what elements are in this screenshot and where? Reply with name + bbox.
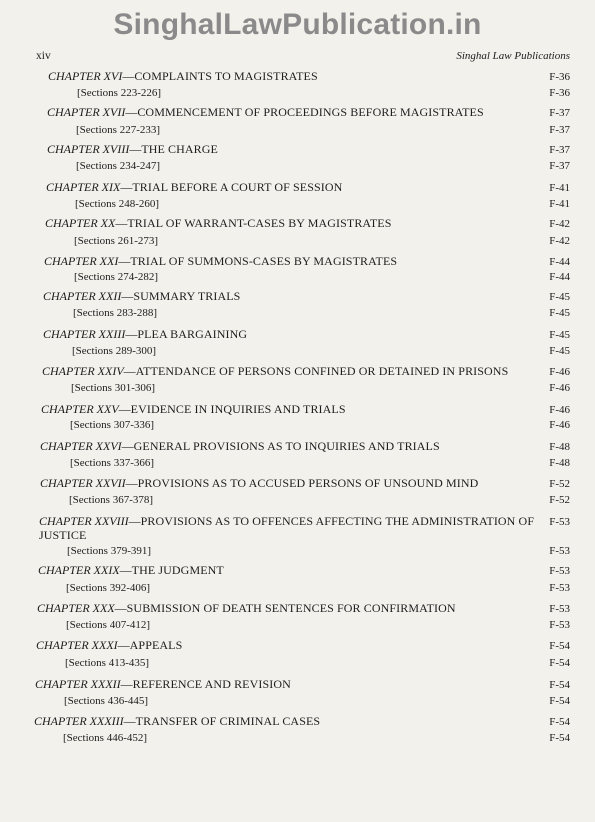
page-reference: F-41 — [549, 198, 570, 210]
sections-range: [Sections 274-282] — [74, 271, 159, 283]
chapter-title — [46, 180, 342, 194]
chapter-label: CHAPTER XXIV — [42, 364, 124, 378]
sections-range: [Sections 436-445] — [64, 695, 149, 707]
chapter-title — [39, 514, 539, 542]
sections-range: [Sections 407-412] — [66, 619, 151, 631]
dash-separator: — — [129, 142, 142, 156]
chapter-title — [47, 105, 484, 119]
chapter-title — [36, 638, 182, 652]
sections-range: [Sections 301-306] — [71, 382, 156, 394]
page-reference: F-45 — [549, 345, 570, 357]
page-reference: F-37 — [549, 144, 570, 156]
dash-separator: — — [120, 677, 133, 691]
chapter-title — [48, 69, 318, 83]
chapter-title — [47, 142, 218, 156]
dash-separator: — — [115, 216, 128, 230]
chapter-label: CHAPTER XVIII — [47, 142, 130, 156]
chapter-label: CHAPTER XXVII — [40, 476, 126, 490]
chapter-title — [35, 677, 291, 691]
chapter-name: PLEA BARGAINING — [137, 327, 248, 341]
chapter-label: CHAPTER XX — [45, 216, 116, 230]
page-reference: F-46 — [549, 419, 570, 431]
page-reference: F-45 — [549, 307, 570, 319]
dash-separator: — — [123, 364, 136, 378]
chapter-label: CHAPTER XXII — [43, 289, 122, 303]
page-reference: F-48 — [549, 441, 570, 453]
chapter-title — [43, 289, 240, 303]
chapter-label: CHAPTER XXI — [44, 254, 119, 268]
dash-separator: — — [121, 439, 134, 453]
dash-separator: — — [125, 327, 138, 341]
dash-separator: — — [122, 69, 135, 83]
page-reference: F-52 — [549, 494, 570, 506]
page-reference: F-53 — [549, 619, 570, 631]
dash-separator: — — [128, 514, 141, 528]
page-reference: F-53 — [549, 565, 570, 577]
chapter-name: GENERAL PROVISIONS AS TO INQUIRIES AND TRIALS — [133, 439, 440, 453]
sections-range: [Sections 307-336] — [70, 419, 155, 431]
chapter-label: CHAPTER XVII — [47, 105, 126, 119]
dash-separator: — — [120, 180, 133, 194]
chapter-name: SUMMARY TRIALS — [133, 289, 241, 303]
chapter-label: CHAPTER XXVIII — [39, 514, 129, 528]
page-reference: F-53 — [549, 582, 570, 594]
page-reference: F-54 — [549, 679, 570, 691]
page-reference: F-46 — [549, 382, 570, 394]
dash-separator: — — [125, 105, 138, 119]
publisher-name: Singhal Law Publications — [456, 50, 570, 62]
chapter-name: THE JUDGMENT — [131, 563, 224, 577]
sections-range: [Sections 227-233] — [76, 124, 161, 136]
chapter-label: CHAPTER XXIII — [43, 327, 126, 341]
dash-separator: — — [118, 402, 131, 416]
page-reference: F-53 — [549, 516, 570, 528]
page-reference: F-46 — [549, 366, 570, 378]
chapter-name: THE CHARGE — [141, 142, 218, 156]
chapter-label: CHAPTER XXX — [37, 601, 115, 615]
sections-range: [Sections 223-226] — [77, 87, 162, 99]
page-reference: F-37 — [549, 107, 570, 119]
dash-separator: — — [119, 563, 132, 577]
chapter-name: PROVISIONS AS TO OFFENCES AFFECTING THE ADMINISTRATION OF JUSTICE — [39, 514, 535, 542]
chapter-title — [37, 601, 456, 615]
page-reference: F-48 — [549, 457, 570, 469]
chapter-title — [44, 254, 397, 268]
dash-separator: — — [117, 638, 130, 652]
page-reference: F-54 — [549, 732, 570, 744]
chapter-name: TRIAL OF WARRANT-CASES BY MAGISTRATES — [127, 216, 392, 230]
page-reference: F-36 — [549, 71, 570, 83]
chapter-name: PROVISIONS AS TO ACCUSED PERSONS OF UNSOUND MIND — [137, 476, 479, 490]
page-reference: F-54 — [549, 657, 570, 669]
chapter-name: SUBMISSION OF DEATH SENTENCES FOR CONFIRMATION — [126, 601, 456, 615]
chapter-title — [43, 327, 247, 341]
chapter-name: REFERENCE AND REVISION — [132, 677, 291, 691]
chapter-label: CHAPTER XXXIII — [34, 714, 124, 728]
sections-range: [Sections 248-260] — [75, 198, 160, 210]
sections-range: [Sections 261-273] — [74, 235, 159, 247]
dash-separator: — — [125, 476, 138, 490]
page-reference: F-36 — [549, 87, 570, 99]
page-reference: F-52 — [549, 478, 570, 490]
page-reference: F-45 — [549, 329, 570, 341]
chapter-name: COMMENCEMENT OF PROCEEDINGS BEFORE MAGISTRATES — [137, 105, 484, 119]
chapter-title — [40, 476, 478, 490]
page-reference: F-54 — [549, 716, 570, 728]
chapter-title — [38, 563, 224, 577]
chapter-name: TRIAL BEFORE A COURT OF SESSION — [132, 180, 343, 194]
chapter-label: CHAPTER XVI — [48, 69, 123, 83]
chapter-title — [34, 714, 320, 728]
chapter-label: CHAPTER XIX — [46, 180, 121, 194]
chapter-title — [41, 402, 346, 416]
page-number: xiv — [36, 50, 51, 62]
chapter-label: CHAPTER XXVI — [40, 439, 122, 453]
chapter-label: CHAPTER XXXII — [35, 677, 121, 691]
page-reference: F-44 — [549, 271, 570, 283]
chapter-name: EVIDENCE IN INQUIRIES AND TRIALS — [130, 402, 346, 416]
sections-range: [Sections 446-452] — [63, 732, 148, 744]
sections-range: [Sections 337-366] — [70, 457, 155, 469]
sections-range: [Sections 289-300] — [72, 345, 157, 357]
sections-range: [Sections 367-378] — [69, 494, 154, 506]
chapter-name: ATTENDANCE OF PERSONS CONFINED OR DETAINED IN PRISONS — [135, 364, 509, 378]
sections-range: [Sections 392-406] — [66, 582, 151, 594]
page-reference: F-42 — [549, 235, 570, 247]
page-reference: F-53 — [549, 545, 570, 557]
chapter-title — [42, 364, 508, 378]
page-reference: F-46 — [549, 404, 570, 416]
chapter-name: APPEALS — [129, 638, 183, 652]
page-reference: F-41 — [549, 182, 570, 194]
page-reference: F-53 — [549, 603, 570, 615]
dash-separator: — — [114, 601, 127, 615]
page-reference: F-37 — [549, 124, 570, 136]
sections-range: [Sections 234-247] — [76, 160, 161, 172]
sections-range: [Sections 413-435] — [65, 657, 150, 669]
page-reference: F-54 — [549, 640, 570, 652]
page-reference: F-42 — [549, 218, 570, 230]
dash-separator: — — [118, 254, 131, 268]
dash-separator: — — [123, 714, 136, 728]
page-reference: F-54 — [549, 695, 570, 707]
chapter-name: TRANSFER OF CRIMINAL CASES — [135, 714, 321, 728]
chapter-label: CHAPTER XXIX — [38, 563, 120, 577]
chapter-label: CHAPTER XXV — [41, 402, 119, 416]
chapter-title — [40, 439, 440, 453]
sections-range: [Sections 283-288] — [73, 307, 158, 319]
page-reference: F-45 — [549, 291, 570, 303]
watermark: SinghalLawPublication.in — [113, 8, 482, 41]
chapter-title — [45, 216, 392, 230]
sections-range: [Sections 379-391] — [67, 545, 152, 557]
chapter-name: COMPLAINTS TO MAGISTRATES — [134, 69, 318, 83]
page-reference: F-44 — [549, 256, 570, 268]
chapter-name: TRIAL OF SUMMONS-CASES BY MAGISTRATES — [130, 254, 398, 268]
page-reference: F-37 — [549, 160, 570, 172]
chapter-label: CHAPTER XXXI — [36, 638, 118, 652]
dash-separator: — — [121, 289, 134, 303]
